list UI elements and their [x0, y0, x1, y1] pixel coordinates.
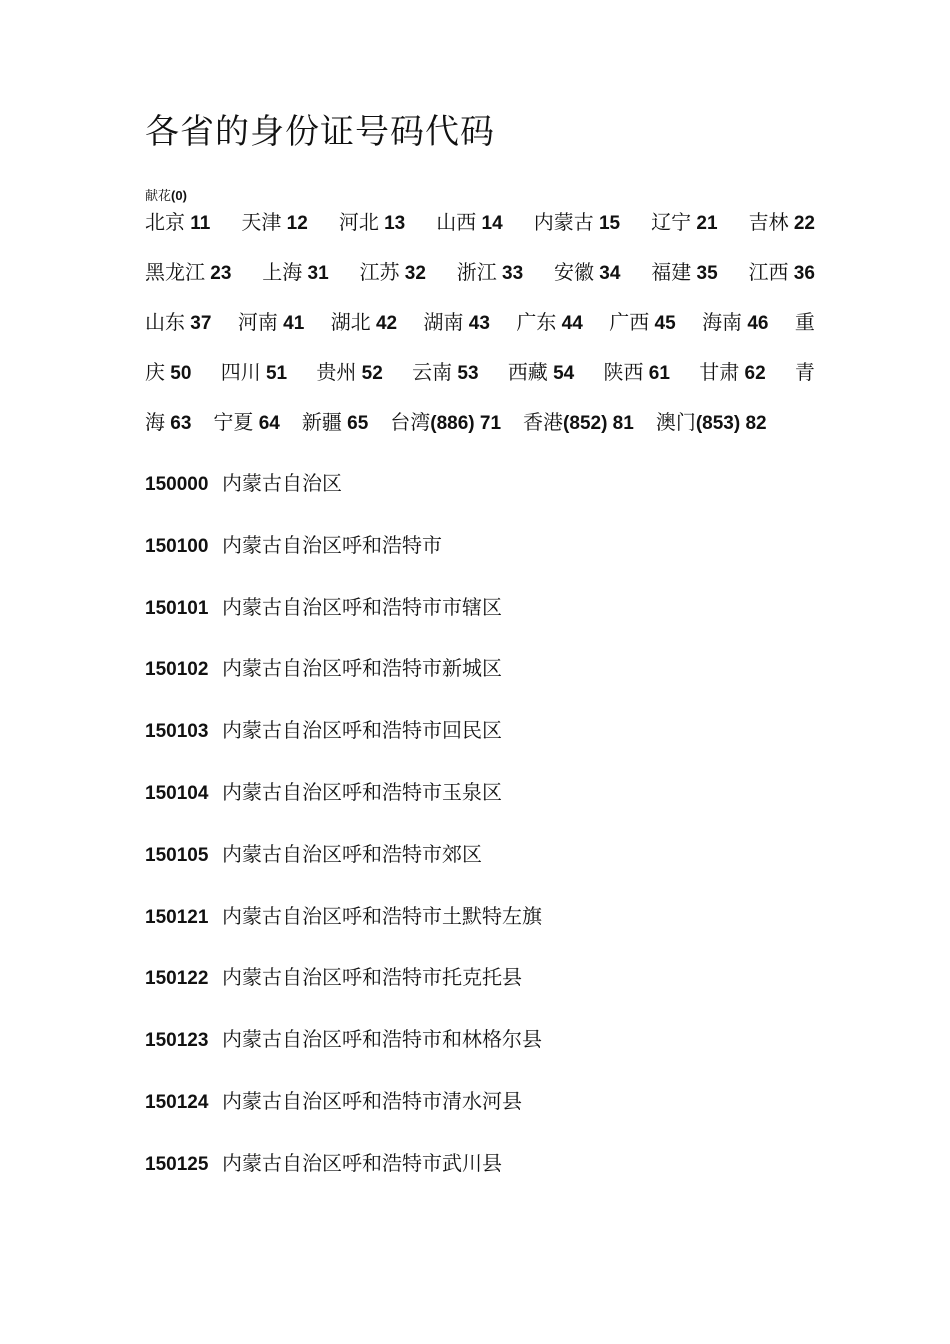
province-entry: [145, 354, 191, 404]
province-name: 甘肃: [699, 360, 740, 384]
region-code: 150124: [145, 1091, 209, 1113]
province-code: 14: [476, 213, 503, 234]
province-entry: [424, 304, 490, 354]
province-name: 内蒙古: [533, 210, 594, 234]
province-entry: [534, 204, 620, 254]
region-code-row: [145, 895, 845, 957]
province-code: 12: [281, 213, 308, 234]
province-name: 江苏: [359, 260, 400, 284]
province-name: 海南: [702, 310, 743, 334]
province-name: 黑龙江: [145, 260, 205, 284]
province-entry: [145, 304, 211, 354]
region-code-row: [145, 956, 845, 1018]
province-entry: [412, 354, 478, 404]
province-entry: [436, 204, 502, 254]
province-code: 41: [277, 313, 305, 334]
province-code: 61: [643, 363, 670, 384]
province-entry: [457, 254, 523, 304]
province-name: 云南: [412, 360, 453, 384]
province-entry: [508, 354, 574, 404]
province-entry: [262, 254, 328, 304]
province-entry: [699, 354, 765, 404]
region-name: 内蒙古自治区: [222, 471, 342, 495]
province-name: 辽宁: [651, 210, 692, 234]
province-name: 台湾: [390, 410, 431, 434]
region-name: 内蒙古自治区呼和浩特市市辖区: [222, 594, 502, 619]
region-code-row: [145, 833, 845, 895]
region-code: 150105: [145, 844, 209, 866]
province-code: 13: [378, 213, 406, 234]
province-code: 44: [556, 313, 583, 334]
province-entry: [302, 404, 368, 454]
province-code: 22: [788, 213, 815, 234]
province-entry: [656, 404, 767, 454]
province-entry: [238, 304, 304, 354]
province-entry: [360, 254, 426, 304]
region-name: 内蒙古自治区呼和浩特市武川县: [222, 1150, 502, 1175]
province-code: 52: [356, 363, 383, 384]
province-name: 天津: [241, 210, 282, 234]
province-entry: [331, 304, 397, 354]
province-code: 15: [593, 213, 621, 234]
province-entry: [749, 204, 815, 254]
region-code: 150102: [145, 659, 209, 681]
province-code: 51: [260, 363, 288, 384]
province-line: [145, 354, 815, 404]
province-name: 四川: [220, 360, 261, 384]
region-name: 内蒙古自治区呼和浩特市清水河县: [222, 1088, 522, 1113]
province-entry: [213, 404, 279, 454]
province-code: 54: [547, 363, 575, 384]
region-name: 内蒙古自治区呼和浩特市: [222, 532, 442, 557]
province-entry: [390, 404, 501, 454]
province-name: 浙江: [456, 260, 497, 284]
province-name: 青: [794, 360, 815, 384]
region-code: 150123: [145, 1030, 209, 1052]
province-code: 63: [165, 413, 192, 434]
province-code: 11: [185, 213, 211, 234]
province-code: 21: [691, 213, 718, 234]
province-code: 50: [165, 363, 192, 384]
province-code: 36: [788, 263, 815, 284]
province-name: 吉林: [748, 210, 789, 234]
province-code: 62: [739, 363, 766, 384]
region-code-list: [145, 462, 845, 1204]
province-entry: [145, 254, 231, 304]
province-code: 23: [205, 263, 232, 284]
province-code: 31: [302, 263, 329, 284]
province-name: 广西: [609, 310, 650, 334]
province-line: [145, 254, 815, 304]
province-name: 庆: [145, 360, 165, 384]
province-name: 新疆: [301, 410, 342, 434]
flower-count: (0): [171, 188, 187, 203]
region-code-row: [145, 1142, 845, 1204]
province-name: 香港: [523, 410, 564, 434]
province-name: 湖北: [330, 310, 371, 334]
region-code-row: [145, 709, 845, 771]
region-name: 内蒙古自治区呼和浩特市郊区: [222, 841, 482, 866]
province-code: 65: [341, 413, 369, 434]
province-name: 安徽: [554, 260, 594, 284]
province-name: 澳门: [655, 410, 696, 434]
region-code: 150121: [145, 906, 209, 928]
province-name: 湖南: [423, 310, 464, 334]
province-code: 33: [496, 263, 524, 284]
province-name: 广东: [516, 310, 557, 334]
province-name: 河北: [338, 210, 379, 234]
province-name: 江西: [748, 260, 789, 284]
province-code: 46: [742, 313, 769, 334]
region-code-row: [145, 1080, 845, 1142]
province-entry: [651, 254, 717, 304]
province-entry: [702, 304, 768, 354]
province-code: 53: [452, 363, 479, 384]
province-entry: [651, 204, 717, 254]
province-code: 45: [649, 313, 676, 334]
province-line: [145, 304, 815, 354]
region-name: 内蒙古自治区呼和浩特市土默特左旗: [222, 903, 542, 928]
province-name: 河南: [237, 310, 278, 334]
flower-counter[interactable]: [145, 185, 187, 204]
province-code-list: [145, 204, 815, 454]
region-code-row: [145, 647, 845, 709]
region-name: 内蒙古自治区呼和浩特市新城区: [222, 656, 502, 681]
province-name: 海: [145, 410, 165, 434]
region-code: 150100: [145, 535, 209, 557]
province-entry: [604, 354, 670, 404]
region-name: 内蒙古自治区呼和浩特市回民区: [222, 718, 502, 743]
province-code: 37: [185, 313, 212, 334]
province-code: 32: [399, 263, 426, 284]
province-entry: [609, 304, 675, 354]
region-code: 150125: [145, 1153, 209, 1175]
province-entry: [339, 204, 405, 254]
province-line: [145, 204, 815, 254]
region-code: 150122: [145, 968, 209, 990]
region-code: 150000: [145, 474, 209, 495]
region-code-row: [145, 1018, 845, 1080]
province-code: (852) 81: [563, 413, 634, 434]
province-code: (853) 82: [695, 413, 767, 434]
province-entry: [749, 254, 815, 304]
province-name: 陕西: [603, 360, 644, 384]
province-code: 34: [594, 263, 621, 284]
region-code-row: [145, 771, 845, 833]
province-entry: [145, 404, 191, 454]
province-name: 重: [794, 310, 815, 334]
page-title: 各省的身份证号码代码: [145, 112, 495, 152]
province-entry: [145, 204, 210, 254]
province-entry: [241, 204, 307, 254]
province-entry: [221, 354, 287, 404]
province-entry: [795, 304, 815, 354]
province-name: 上海: [262, 260, 303, 284]
province-name: 西藏: [507, 360, 548, 384]
province-code: 64: [253, 413, 280, 434]
flower-label: 献花: [145, 189, 172, 204]
province-entry: [554, 254, 620, 304]
region-code: 150101: [145, 597, 209, 619]
region-code-row: [145, 586, 845, 648]
region-code-row: [145, 462, 845, 524]
province-name: 北京: [145, 210, 185, 234]
province-entry: [523, 404, 634, 454]
province-code: 42: [370, 313, 398, 334]
region-code: 150103: [145, 721, 209, 743]
province-entry: [795, 354, 815, 404]
province-name: 宁夏: [213, 410, 254, 434]
region-code-row: [145, 524, 845, 586]
region-name: 内蒙古自治区呼和浩特市玉泉区: [222, 779, 502, 804]
region-name: 内蒙古自治区呼和浩特市和林格尔县: [222, 1027, 542, 1052]
province-name: 福建: [651, 260, 692, 284]
province-name: 贵州: [316, 360, 357, 384]
region-code: 150104: [145, 782, 209, 804]
province-line: [145, 404, 815, 454]
province-code: 35: [691, 263, 718, 284]
province-entry: [516, 304, 582, 354]
province-name: 山东: [145, 310, 185, 334]
region-name: 内蒙古自治区呼和浩特市托克托县: [222, 965, 522, 990]
province-entry: [316, 354, 382, 404]
province-code: 43: [463, 313, 490, 334]
province-name: 山西: [436, 210, 477, 234]
province-code: (886) 71: [430, 413, 502, 434]
